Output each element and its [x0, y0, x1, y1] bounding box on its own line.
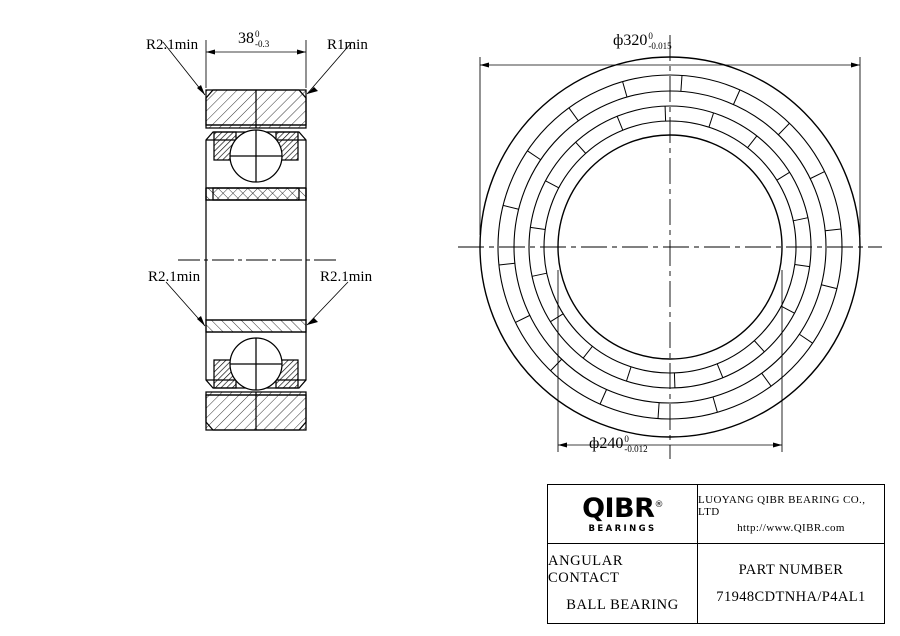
- company-logo: [548, 485, 698, 543]
- dim-inner-diameter: ф240 0 -0.012: [589, 434, 648, 454]
- part-number-label: PART NUMBER: [738, 561, 844, 578]
- dim-r1min-top-right: R1min: [327, 37, 368, 53]
- product-name: ANGULAR CONTACT BALL BEARING: [548, 544, 698, 623]
- title-block: [547, 484, 885, 624]
- logo-subtitle: BEARINGS: [588, 523, 657, 534]
- logo-text: QIBR: [582, 492, 655, 524]
- dim-r21min-bottom-left: R2.1min: [148, 269, 201, 285]
- dim-outer-diameter: ф320 0 -0.015: [613, 31, 672, 51]
- registered-mark: ®: [654, 499, 663, 510]
- company-website[interactable]: http://www.QIBR.com: [737, 522, 845, 534]
- dim-r21min-bottom-right: R2.1min: [320, 269, 373, 285]
- company-info: [698, 485, 884, 543]
- front-view: [455, 20, 885, 490]
- part-number-block: [698, 544, 884, 623]
- dim-width: 38 0 -0.3: [238, 29, 270, 49]
- part-number-value: 71948CDTNHA/P4AL1: [716, 588, 866, 605]
- section-view: [0, 20, 470, 490]
- dim-r21min-top-left: R2.1min: [146, 37, 199, 53]
- company-name: LUOYANG QIBR BEARING CO., LTD: [698, 494, 866, 518]
